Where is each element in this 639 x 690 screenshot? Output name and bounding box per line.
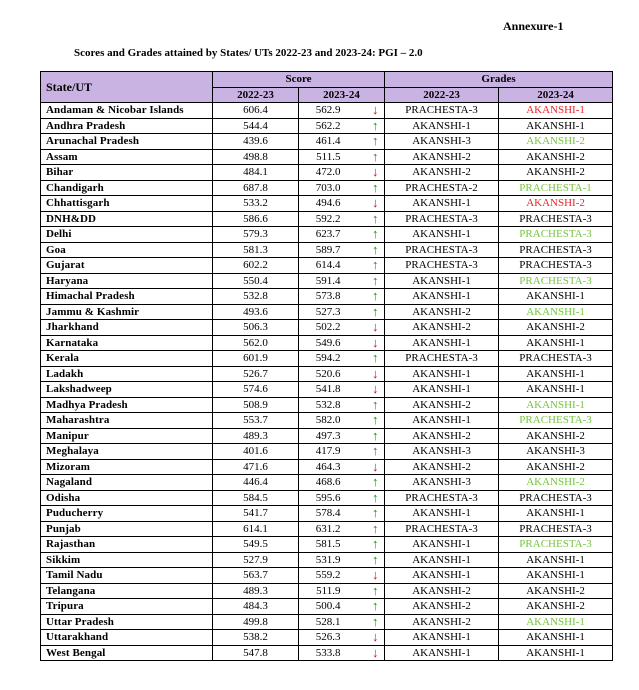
score-2023-24-cell: 703.0 [299,180,367,196]
grade-2023-24-cell: AKANSHI-3 [499,444,613,460]
arrow-up-icon: ↑ [367,258,385,274]
score-2022-23-cell: 602.2 [213,258,299,274]
state-cell: Arunachal Pradesh [41,134,213,150]
arrow-up-icon: ↑ [367,397,385,413]
grade-2022-23-cell: AKANSHI-2 [385,583,499,599]
table-row [41,289,613,305]
state-cell: Rajasthan [41,537,213,553]
grade-2023-24-cell: AKANSHI-2 [499,165,613,181]
score-2023-24-cell: 591.4 [299,273,367,289]
score-2023-24-cell: 582.0 [299,413,367,429]
arrow-up-icon: ↑ [367,242,385,258]
grade-2022-23-cell: AKANSHI-1 [385,227,499,243]
score-2022-23-cell: 606.4 [213,103,299,119]
grade-2023-24-cell: AKANSHI-1 [499,103,613,119]
table-row [41,227,613,243]
score-2022-23-cell: 499.8 [213,614,299,630]
grade-2022-23-cell: AKANSHI-1 [385,630,499,646]
arrow-down-icon: ↓ [367,165,385,181]
grade-2023-24-cell: AKANSHI-2 [499,428,613,444]
arrow-up-icon: ↑ [367,614,385,630]
state-cell: Puducherry [41,506,213,522]
score-2023-24-cell: 520.6 [299,366,367,382]
score-2022-23-cell: 401.6 [213,444,299,460]
score-2022-23-cell: 547.8 [213,645,299,661]
state-cell: Kerala [41,351,213,367]
score-2022-23-cell: 533.2 [213,196,299,212]
table-row [41,351,613,367]
score-2022-23-cell: 586.6 [213,211,299,227]
grade-2023-24-cell: AKANSHI-2 [499,599,613,615]
score-2023-24-cell: 589.7 [299,242,367,258]
grade-2023-24-cell: PRACHESTA-1 [499,180,613,196]
score-2022-23-cell: 493.6 [213,304,299,320]
grade-2022-23-cell: AKANSHI-2 [385,459,499,475]
table-row [41,273,613,289]
grade-2023-24-cell: AKANSHI-2 [499,475,613,491]
score-2023-24-cell: 502.2 [299,320,367,336]
grade-2022-23-cell: PRACHESTA-3 [385,490,499,506]
arrow-down-icon: ↓ [367,459,385,475]
state-cell: Uttar Pradesh [41,614,213,630]
score-2022-23-cell: 550.4 [213,273,299,289]
score-2022-23-cell: 562.0 [213,335,299,351]
table-row [41,630,613,646]
arrow-up-icon: ↑ [367,475,385,491]
grade-2022-23-cell: AKANSHI-1 [385,273,499,289]
score-2023-24-cell: 511.5 [299,149,367,165]
grade-2023-24-cell: PRACHESTA-3 [499,273,613,289]
state-cell: Karnataka [41,335,213,351]
grade-2023-24-cell: AKANSHI-1 [499,397,613,413]
table-row [41,382,613,398]
grades-group-header: Grades [385,72,613,88]
score-2023-24-cell: 472.0 [299,165,367,181]
state-cell: Uttarakhand [41,630,213,646]
state-cell: Tripura [41,599,213,615]
arrow-up-icon: ↑ [367,599,385,615]
score-2023-24-cell: 527.3 [299,304,367,320]
arrow-up-icon: ↑ [367,149,385,165]
arrow-up-icon: ↑ [367,428,385,444]
grade-2023-24-cell: AKANSHI-1 [499,289,613,305]
score-2023-24-cell: 494.6 [299,196,367,212]
grade-2022-23-cell: AKANSHI-1 [385,413,499,429]
state-cell: Andhra Pradesh [41,118,213,134]
grade-2023-24-cell: AKANSHI-1 [499,366,613,382]
score-2022-23-cell: 498.8 [213,149,299,165]
grade-2023-24-cell: PRACHESTA-3 [499,537,613,553]
arrow-down-icon: ↓ [367,568,385,584]
grade-2022-23-cell: AKANSHI-2 [385,428,499,444]
state-cell: Assam [41,149,213,165]
table-row [41,459,613,475]
arrow-down-icon: ↓ [367,196,385,212]
grade-2022-23-cell: AKANSHI-1 [385,289,499,305]
grade-2023-24-cell: PRACHESTA-3 [499,227,613,243]
grade-2023-24-cell: AKANSHI-1 [499,568,613,584]
grade-2023-24-cell: AKANSHI-2 [499,459,613,475]
grade-2023-24-cell: PRACHESTA-3 [499,242,613,258]
state-column-header: State/UT [41,72,213,103]
score-2023-24-cell: 468.6 [299,475,367,491]
annexure-label: Annexure-1 [503,19,564,33]
grade-2022-23-cell: PRACHESTA-3 [385,242,499,258]
state-cell: DNH&DD [41,211,213,227]
arrow-up-icon: ↑ [367,134,385,150]
state-cell: Andaman & Nicobar Islands [41,103,213,119]
table-row [41,304,613,320]
state-cell: Punjab [41,521,213,537]
grade-2023-24-cell: AKANSHI-1 [499,614,613,630]
grade-2022-23-cell: AKANSHI-2 [385,599,499,615]
grade-2022-23-cell: PRACHESTA-3 [385,258,499,274]
state-cell: Delhi [41,227,213,243]
grade-2022-23-cell: PRACHESTA-3 [385,211,499,227]
table-row [41,397,613,413]
grade-2022-23-cell: AKANSHI-3 [385,444,499,460]
table-row [41,211,613,227]
grade-2022-23-cell: AKANSHI-3 [385,475,499,491]
score-2023-24-cell: 533.8 [299,645,367,661]
page-title: Scores and Grades attained by States/ UTs 2022-23 and 2023-24: PGI – 2.0 [74,47,423,59]
table-row [41,583,613,599]
table-row [41,258,613,274]
arrow-up-icon: ↑ [367,413,385,429]
grade-2023-24-cell: PRACHESTA-3 [499,211,613,227]
table-row [41,335,613,351]
arrow-up-icon: ↑ [367,304,385,320]
state-cell: Bihar [41,165,213,181]
table-row [41,490,613,506]
grade-2022-23-cell: AKANSHI-1 [385,645,499,661]
score-2023-24-cell: 631.2 [299,521,367,537]
grade-2023-24-cell: AKANSHI-1 [499,645,613,661]
table-row [41,118,613,134]
arrow-down-icon: ↓ [367,103,385,119]
score-2022-23-cell: 508.9 [213,397,299,413]
score-2023-24-cell: 559.2 [299,568,367,584]
grade-2023-24-cell: AKANSHI-2 [499,149,613,165]
score-2023-24-cell: 562.2 [299,118,367,134]
grade-2023-24-cell: AKANSHI-2 [499,196,613,212]
score-group-header: Score [213,72,385,88]
score-2023-24-cell: 549.6 [299,335,367,351]
arrow-up-icon: ↑ [367,552,385,568]
score-2022-23-cell: 574.6 [213,382,299,398]
arrow-up-icon: ↑ [367,118,385,134]
score-2023-24-cell: 595.6 [299,490,367,506]
score-2022-23-cell: 544.4 [213,118,299,134]
state-cell: Madhya Pradesh [41,397,213,413]
score-2022-23-cell: 489.3 [213,428,299,444]
state-cell: Goa [41,242,213,258]
table-row [41,196,613,212]
grade-2023-24-cell: PRACHESTA-3 [499,258,613,274]
arrow-up-icon: ↑ [367,351,385,367]
score-2022-23-cell: 579.3 [213,227,299,243]
table-row [41,134,613,150]
grade-2022-23-cell: AKANSHI-2 [385,614,499,630]
arrow-up-icon: ↑ [367,506,385,522]
score-2022-23-cell: 584.5 [213,490,299,506]
score-2023-24-cell: 623.7 [299,227,367,243]
arrow-down-icon: ↓ [367,645,385,661]
state-cell: Lakshadweep [41,382,213,398]
arrow-up-icon: ↑ [367,289,385,305]
arrow-up-icon: ↑ [367,273,385,289]
state-cell: Chhattisgarh [41,196,213,212]
state-cell: Chandigarh [41,180,213,196]
grade-2022-23-cell: AKANSHI-1 [385,506,499,522]
arrow-up-icon: ↑ [367,583,385,599]
score-2023-24-cell: 464.3 [299,459,367,475]
grade-2023-24-cell: AKANSHI-1 [499,382,613,398]
score-2022-23-cell: 484.1 [213,165,299,181]
table-row [41,180,613,196]
table-row [41,366,613,382]
grade-2022-23-cell: PRACHESTA-2 [385,180,499,196]
state-cell: Ladakh [41,366,213,382]
grade-2022-23-cell: AKANSHI-2 [385,165,499,181]
grade-2022-23-cell: PRACHESTA-3 [385,351,499,367]
score-2023-24-cell: 461.4 [299,134,367,150]
score-2022-23-cell: 532.8 [213,289,299,305]
grade-2023-24-cell: AKANSHI-1 [499,304,613,320]
arrow-up-icon: ↑ [367,444,385,460]
table-row [41,614,613,630]
arrow-down-icon: ↓ [367,320,385,336]
score-2023-24-cell: 581.5 [299,537,367,553]
grade-2022-23-cell: AKANSHI-1 [385,568,499,584]
score-2022-23-header: 2022-23 [213,87,299,103]
table-row [41,242,613,258]
arrow-up-icon: ↑ [367,227,385,243]
score-2022-23-cell: 471.6 [213,459,299,475]
grade-2023-24-cell: PRACHESTA-3 [499,490,613,506]
table-row [41,552,613,568]
grade-2022-23-cell: AKANSHI-2 [385,320,499,336]
score-2023-24-cell: 541.8 [299,382,367,398]
state-cell: Nagaland [41,475,213,491]
score-2022-23-cell: 614.1 [213,521,299,537]
score-2023-24-header: 2023-24 [299,87,385,103]
score-2023-24-cell: 578.4 [299,506,367,522]
score-2023-24-cell: 592.2 [299,211,367,227]
state-cell: Maharashtra [41,413,213,429]
score-2022-23-cell: 484.3 [213,599,299,615]
table-row [41,568,613,584]
score-2023-24-cell: 417.9 [299,444,367,460]
score-2023-24-cell: 500.4 [299,599,367,615]
score-2023-24-cell: 573.8 [299,289,367,305]
score-2022-23-cell: 687.8 [213,180,299,196]
table-row [41,521,613,537]
table-row [41,320,613,336]
grade-2022-23-cell: AKANSHI-1 [385,118,499,134]
arrow-up-icon: ↑ [367,521,385,537]
score-2023-24-cell: 594.2 [299,351,367,367]
score-2022-23-cell: 549.5 [213,537,299,553]
score-2023-24-cell: 511.9 [299,583,367,599]
score-2023-24-cell: 614.4 [299,258,367,274]
score-2022-23-cell: 581.3 [213,242,299,258]
grade-2022-23-cell: AKANSHI-1 [385,366,499,382]
grade-2023-24-cell: AKANSHI-1 [499,118,613,134]
table-row [41,444,613,460]
grade-2023-24-cell: AKANSHI-1 [499,552,613,568]
grade-2023-24-cell: AKANSHI-2 [499,134,613,150]
arrow-down-icon: ↓ [367,366,385,382]
arrow-up-icon: ↑ [367,537,385,553]
table-row [41,428,613,444]
state-cell: Gujarat [41,258,213,274]
state-cell: Jammu & Kashmir [41,304,213,320]
arrow-up-icon: ↑ [367,180,385,196]
arrow-up-icon: ↑ [367,211,385,227]
state-cell: Jharkhand [41,320,213,336]
state-cell: West Bengal [41,645,213,661]
grade-2022-23-cell: AKANSHI-3 [385,134,499,150]
score-2022-23-cell: 526.7 [213,366,299,382]
grade-2022-23-cell: AKANSHI-2 [385,149,499,165]
score-2022-23-cell: 553.7 [213,413,299,429]
state-cell: Tamil Nadu [41,568,213,584]
grade-2022-23-header: 2022-23 [385,87,499,103]
state-cell: Sikkim [41,552,213,568]
table-row [41,599,613,615]
state-cell: Manipur [41,428,213,444]
grade-2022-23-cell: AKANSHI-1 [385,537,499,553]
table-row [41,149,613,165]
grade-2023-24-cell: AKANSHI-2 [499,320,613,336]
score-2022-23-cell: 601.9 [213,351,299,367]
score-2023-24-cell: 531.9 [299,552,367,568]
table-row [41,537,613,553]
grade-2022-23-cell: AKANSHI-1 [385,196,499,212]
state-cell: Himachal Pradesh [41,289,213,305]
score-2022-23-cell: 527.9 [213,552,299,568]
state-cell: Meghalaya [41,444,213,460]
score-2023-24-cell: 526.3 [299,630,367,646]
score-2022-23-cell: 538.2 [213,630,299,646]
grade-2022-23-cell: AKANSHI-1 [385,552,499,568]
table-row [41,506,613,522]
state-cell: Telangana [41,583,213,599]
grade-2023-24-cell: AKANSHI-1 [499,335,613,351]
arrow-down-icon: ↓ [367,382,385,398]
score-2023-24-cell: 532.8 [299,397,367,413]
state-cell: Mizoram [41,459,213,475]
grade-2023-24-cell: PRACHESTA-3 [499,413,613,429]
arrow-down-icon: ↓ [367,630,385,646]
score-2022-23-cell: 446.4 [213,475,299,491]
state-cell: Odisha [41,490,213,506]
score-2023-24-cell: 528.1 [299,614,367,630]
table-row [41,103,613,119]
score-2022-23-cell: 541.7 [213,506,299,522]
grade-2022-23-cell: PRACHESTA-3 [385,103,499,119]
grade-2023-24-cell: AKANSHI-1 [499,506,613,522]
score-2022-23-cell: 489.3 [213,583,299,599]
score-2022-23-cell: 506.3 [213,320,299,336]
arrow-up-icon: ↑ [367,490,385,506]
state-cell: Haryana [41,273,213,289]
grade-2023-24-cell: PRACHESTA-3 [499,521,613,537]
arrow-down-icon: ↓ [367,335,385,351]
table-row [41,165,613,181]
grade-2022-23-cell: AKANSHI-1 [385,335,499,351]
grade-2023-24-cell: AKANSHI-2 [499,583,613,599]
grade-2022-23-cell: AKANSHI-2 [385,304,499,320]
table-row [41,413,613,429]
grade-2022-23-cell: AKANSHI-2 [385,397,499,413]
score-2023-24-cell: 497.3 [299,428,367,444]
table-row [41,645,613,661]
grade-2022-23-cell: AKANSHI-1 [385,382,499,398]
score-2023-24-cell: 562.9 [299,103,367,119]
table-row [41,475,613,491]
scores-grades-table [40,71,613,661]
grade-2022-23-cell: PRACHESTA-3 [385,521,499,537]
score-2022-23-cell: 563.7 [213,568,299,584]
grade-2023-24-cell: AKANSHI-1 [499,630,613,646]
score-2022-23-cell: 439.6 [213,134,299,150]
grade-2023-24-header: 2023-24 [499,87,613,103]
grade-2023-24-cell: PRACHESTA-3 [499,351,613,367]
